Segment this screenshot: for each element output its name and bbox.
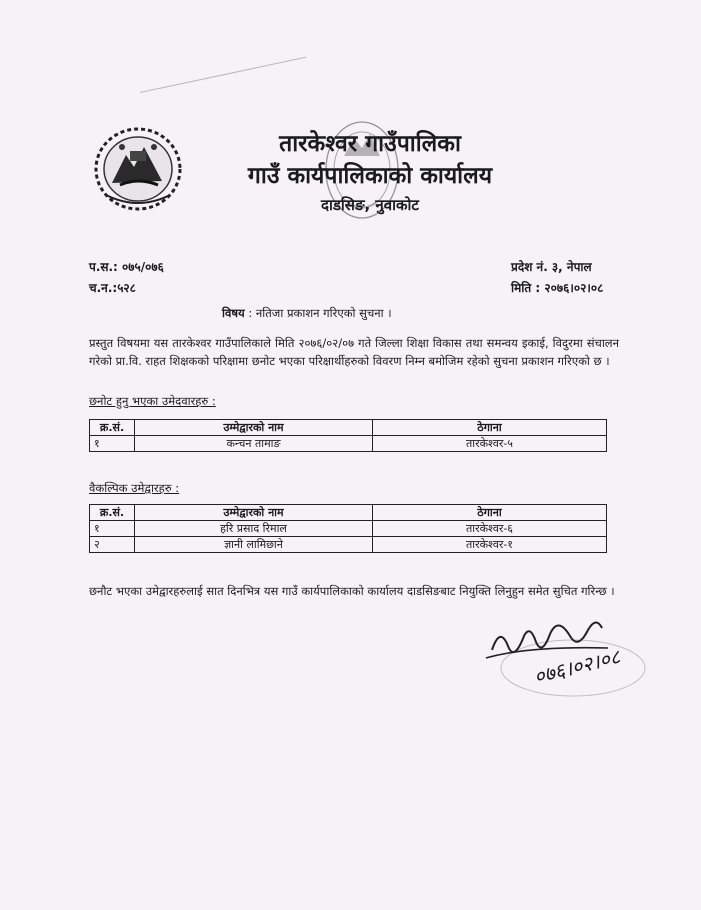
- municipality-name: तारकेश्वर गाउँपालिका: [279, 131, 461, 157]
- signature-date: ०७६।०२।०८: [531, 644, 623, 689]
- subject-line: [222, 306, 392, 321]
- col-header-name: उम्मेद्वारको नाम: [135, 505, 373, 521]
- selected-candidates-title: छनोट हुनु भएका उमेदवारहरु :: [89, 394, 216, 408]
- letter-date: मिति : २०७६।०२।०८: [511, 281, 604, 295]
- office-address: दाडसिङ, नुवाकोट: [321, 196, 419, 214]
- alternate-candidates-title: वैकल्पिक उमेद्वारहरु :: [89, 481, 180, 495]
- col-header-address: ठेगाना: [373, 505, 607, 521]
- col-header-address: ठेगाना: [373, 420, 607, 436]
- table-row: [90, 521, 607, 537]
- col-header-sn: क्र.सं.: [90, 505, 135, 521]
- table-row: [90, 537, 607, 553]
- reference-number: प.स.: ०७५/०७६: [89, 260, 164, 274]
- intro-paragraph: प्रस्तुत विषयमा यस तारकेश्वर गाउँपालिकाले मिति २०७६/०२/०७ गते जिल्ला शिक्षा विकास तथा समन्वय इकाई, विदुरमा संचालन गरेको प्रा.वि. राहत शिक्षकको परिक्षामा छनोट भएका परिक्षार्थीहरुको विवरण निम्न बमोजिम रहेको सुचना प्रकाशन गरिएको छ ।: [89, 336, 619, 368]
- cell-address: तारकेश्वर-५: [373, 436, 607, 452]
- subject-text: : नतिजा प्रकाशन गरिएको सुचना ।: [248, 306, 392, 320]
- handwritten-signature: [478, 606, 658, 716]
- cell-sn: २: [90, 537, 135, 553]
- closing-paragraph: छनौट भएका उमेद्वारहरुलाई सात दिनभित्र यस गाउँ कार्यपालिकाको कार्यालय दाडसिङबाट नियुक्ति लिनुहुन समेत सुचित गरिन्छ ।: [89, 584, 615, 598]
- cell-name: कन्चन तामाङ: [135, 436, 373, 452]
- office-name: गाउँ कार्यपालिकाको कार्यालय: [247, 163, 493, 189]
- table-header-row: [90, 505, 607, 521]
- scan-artifact-line: [140, 57, 306, 93]
- letterhead: [200, 128, 540, 218]
- subject-label: विषय: [222, 306, 245, 320]
- province-line: प्रदेश नं. ३, नेपाल: [511, 260, 592, 274]
- table-header-row: [90, 420, 607, 436]
- dispatch-number: च.न.:५२८: [89, 281, 136, 295]
- cell-address: तारकेश्वर-१: [373, 537, 607, 553]
- cell-name: हरि प्रसाद रिमाल: [135, 521, 373, 537]
- nepal-emblem-icon: [92, 125, 184, 213]
- cell-name: ज्ञानी लामिछाने: [135, 537, 373, 553]
- alternate-candidates-table: [89, 504, 607, 553]
- cell-sn: १: [90, 521, 135, 537]
- selected-candidates-table: [89, 419, 607, 452]
- table-row: [90, 436, 607, 452]
- cell-sn: १: [90, 436, 135, 452]
- cell-address: तारकेश्वर-६: [373, 521, 607, 537]
- col-header-sn: क्र.सं.: [90, 420, 135, 436]
- col-header-name: उम्मेद्वारको नाम: [135, 420, 373, 436]
